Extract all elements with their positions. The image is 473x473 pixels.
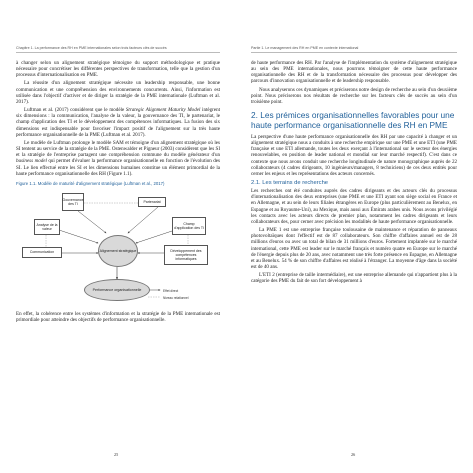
- communication-box: Communication: [22, 247, 62, 258]
- paragraph-text: Le modèle de Luftman prolonge le modèle SAM et témoigne d'un alignement stratégique où les SI tentent au service de la stratégie de la PME. Ostenwalder et Pigneur (2003) considèrent que les SI et la stratégie de l'entreprise partagent une compréhension commune du modèle générateur d'un: [16, 139, 220, 159]
- paragraph: de haute performance des RH. Par l'analyse de l'implémentation du système d'alignement stratégique au sein des PME internationales, nous pourrons témoigner de cette haute performance organisationnelle des RH et de la transformation nécessaire des processus pour développer des parcours d'innovation organisationnelle et de leadership responsable.: [251, 60, 457, 85]
- page-number: 25: [114, 452, 119, 457]
- subsection-heading: 2.1. Les terrains de recherche: [251, 180, 329, 186]
- header-rule: [251, 52, 457, 53]
- paragraph: En effet, la cohérence entre les systèmes d'information et la stratégie de la PME internationale est primordiale pour atteindre des objectifs de performance organisationnelle.: [16, 310, 220, 324]
- paragraph: [16, 140, 220, 177]
- arrow: [128, 207, 158, 233]
- paragraph: [16, 107, 220, 138]
- skills-box: Développement des compétences informatiques: [164, 245, 208, 265]
- paragraph: La PME 1 est une entreprise française toulousaine de maintenance et réparation de panneaux photovoltaïques dont l'effectif est de 87 collaborateurs. Son chiffre d'affaires annuel est de 28 millions d'euros ou avec un total de bilan de 31 millions d'euros. Fortement implantée sur le marché international, cette PME est leader sur le marché français et numéro quatre en Europe sur le marché de l'énergie depuis plus de 20 ans, avec notamment une très forte présence en Espagne, en Allemagne et au Benelux. 54 % de son chiffre d'affaires est réalisé à l'étranger. La moyenne d'âge dans la société est de 40 ans.: [251, 227, 457, 271]
- alignment-diagram: [16, 189, 220, 307]
- legend-level: Niveau relationnel: [163, 295, 189, 300]
- partnership-box: Partenariat: [138, 197, 166, 207]
- left-page: [0, 0, 236, 473]
- paragraph-text: intègrent six dimensions : la communication, l'analyse de la valeur, la gouvernance des TI, le partenariat, le champ d'application des TI et le développement des compétences informatiques. La fusion des six dimensions est indispensable pour favoriser l'impact positif de l'alignement sur la très haute performance organisationnelle de la PME (Luftman et al. 2017).: [16, 107, 220, 138]
- figure-caption: Figure 1.1. Modèle de maturité d'alignement stratégique (Luftman et al., 2017): [16, 180, 165, 186]
- value-analysis-box: Analyse de la valeur: [34, 219, 60, 235]
- running-head: Partie 1. Le management des RH en PME en contexte international: [251, 46, 359, 50]
- right-page: [237, 0, 473, 473]
- legend-direct: Effet direct: [163, 288, 179, 293]
- governance-box: Gouvernance des TI: [62, 193, 84, 211]
- scope-box: Champ d'application des TI: [172, 217, 206, 235]
- section-heading: 2. Les prémices organisationnelles favorables pour une haute performance organisationnelle des RH en PME: [251, 110, 455, 130]
- running-head: Chapitre 1. La performance des RH en PME internationales selon trois facteurs clés de succès: [16, 46, 167, 50]
- arrow: [78, 211, 106, 233]
- performance-ellipse: Performance organisationnelle: [84, 279, 150, 301]
- paragraph-text: qui permet d'évaluer la performance organisationnelle en fonction de l'évolution des SI. Le lien effectué entre les SI et les dimensions humaines constitue un élément primordial de la haute performance organisationnelle des RH (Figure 1.1).: [16, 158, 220, 177]
- paragraph: La réussite d'un alignement stratégique nécessite un leadership responsable, une bonne communication et une compréhension des environnements concurrents. Ainsi, l'information est utilisée dans l'objectif d'activer et de diriger la stratégie de la PME internationale (Luftman et al. 2017).: [16, 80, 220, 105]
- model-name: business model: [16, 158, 47, 165]
- paragraph: La perspective d'une haute performance organisationnelle des RH par une capacité à changer et un alignement stratégique nous a conduits à une recherche empirique sur une PME et une ETI (une PME française et une ETI allemande, toutes les deux exerçant à l'international sur le secteur des énergies renouvelables, en position de leader national et mondial sur leur marché respectif). C'est dans ce contexte que nous avons conduit une recherche longitudinale de nature monographique auprès de 22 collaborateurs (4 cadres dirigeants, 10 ingénieurs/managers, 8 techniciens) de ces deux entités pour cerner les enjeux et les représentations des acteurs concernés.: [251, 133, 457, 177]
- arrow: [56, 229, 98, 243]
- paragraph: L'ETI 2 (entreprise de taille intermédiaire), est une entreprise allemande qui n'appartient plus à la catégorie des PME du fait de son fort développement à: [251, 272, 457, 285]
- left-page-body: [16, 60, 220, 325]
- alignment-center: Alignement stratégique: [98, 235, 138, 267]
- paragraph-text: Luftman et al. (2017) considèrent que le modèle: [24, 107, 126, 114]
- paragraph: Les recherches ont été conduites auprès des cadres dirigeants et des acteurs clés du processus d'internationalisation des deux entreprises (une PME et une ETI ayant son siège social en France et en Allemagne, et au sein de leurs filiales étrangères en Europe (plus particulièrement au Benelux, en Espagne et au Royaume-Uni), au Mexique, mais aussi aux Émirats arabes unis. Nous avons privilégié les contacts avec les acteurs directs de premier plan, notamment les cadres dirigeants et leurs collaborateurs des, pour cerner avec précision les modalités de haute performance organisationnelle.: [251, 188, 457, 225]
- right-page-body: [251, 60, 457, 287]
- header-rule: [16, 52, 220, 53]
- model-name: Strategic Alignment Maturity Model: [125, 107, 201, 114]
- page-number: 26: [351, 452, 356, 457]
- paragraph: à changer selon un alignement stratégique témoigne du support méthodologique et pratique nécessaire pour concrétiser les différentes perspectives de transformation, telle que la gestion d'un processus d'internationalisation en PME.: [16, 60, 220, 79]
- paragraph: Nous analyserons ces dynamiques et préciserons notre design de recherche au sein d'un deuxième point. Nous préciserons nos résultats de recherche sur les facteurs clés de succès au sein d'un troisième point.: [251, 86, 457, 105]
